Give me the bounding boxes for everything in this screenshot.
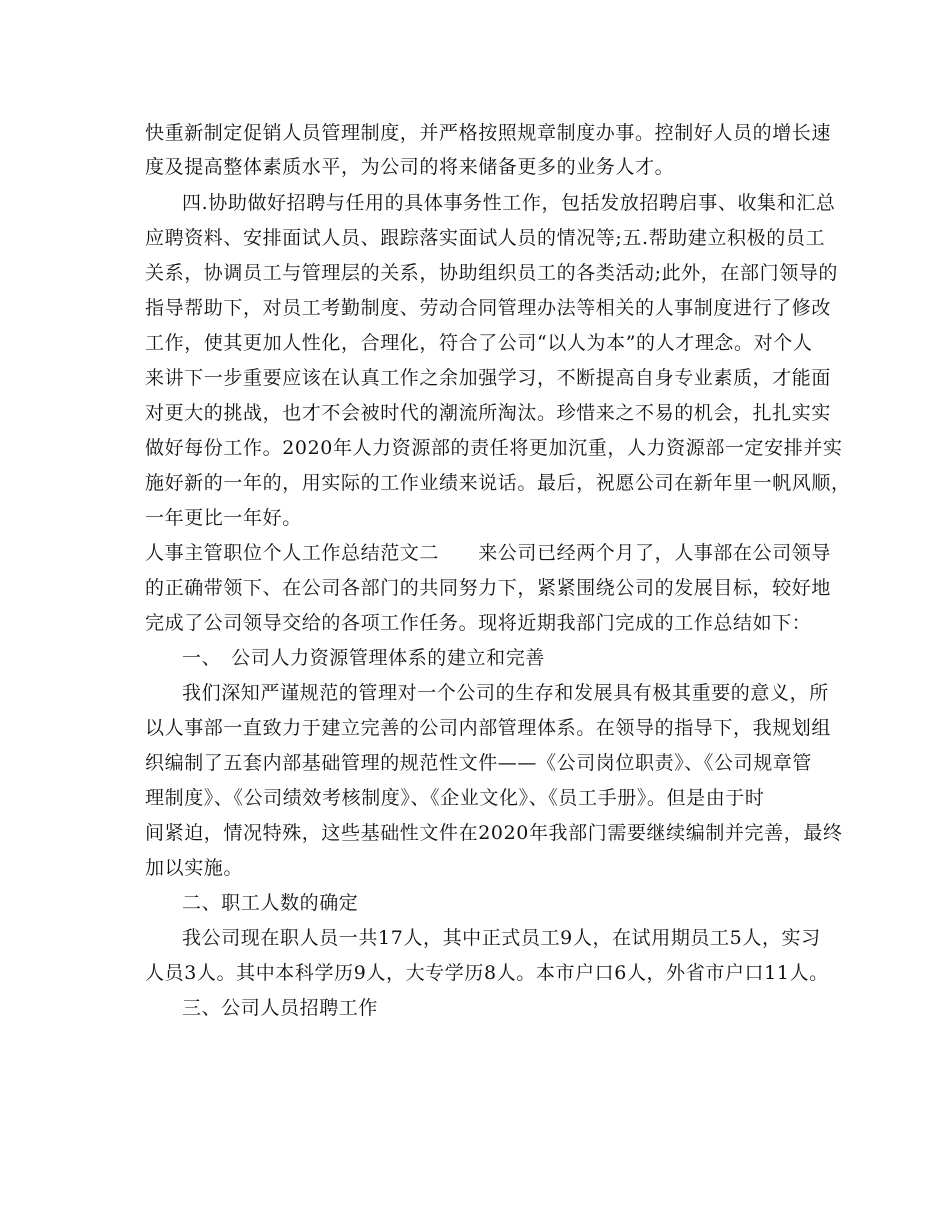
subheading: 一、 公司人力资源管理体系的建立和完善 [182, 647, 545, 669]
text-line: 理制度》、《公司绩效考核制度》、《企业文化》、《员工手册》。但是由于时 [145, 787, 765, 809]
text-line: 人员3人。其中本科学历9人，大专学历8人。本市户口6人，外省市户口11人。 [145, 962, 829, 984]
text-line: 应聘资料、安排面试人员、跟踪落实面试人员的情况等;五.帮助建立积极的员工 [145, 227, 826, 249]
text-line: 完成了公司领导交给的各项工作任务。现将近期我部门完成的工作总结如下： [145, 612, 812, 634]
text-line: 对更大的挑战，也才不会被时代的潮流所淘汰。珍惜来之不易的机会，扎扎实实 [145, 402, 832, 424]
subheading: 二、职工人数的确定 [182, 892, 359, 914]
text-line: 我们深知严谨规范的管理对一个公司的生存和发展具有极其重要的意义，所 [182, 682, 829, 704]
text-line: 工作，使其更加人性化，合理化，符合了公司“以人为本”的人才理念。对个人 [145, 332, 813, 354]
section-heading: 人事主管职位个人工作总结范文二 来公司已经两个月了，人事部在公司领导 [145, 542, 832, 564]
text-line: 我公司现在职人员一共17人，其中正式员工9人，在试用期员工5人，实习 [182, 927, 821, 949]
text-line: 指导帮助下，对员工考勤制度、劳动合同管理办法等相关的人事制度进行了修改 [145, 297, 832, 319]
subheading: 三、公司人员招聘工作 [182, 997, 379, 1019]
text-line: 的正确带领下、在公司各部门的共同努力下，紧紧围绕公司的发展目标，较好地 [145, 577, 832, 599]
text-line: 加以实施。 [145, 857, 244, 879]
text-line: 四.协助做好招聘与任用的具体事务性工作，包括发放招聘启事、收集和汇总 [182, 192, 836, 214]
text-line: 关系，协调员工与管理层的关系，协助组织员工的各类活动;此外，在部门领导的 [145, 262, 839, 284]
text-line: 做好每份工作。2020年人力资源部的责任将更加沉重，人力资源部一定安排并实 [145, 437, 843, 459]
text-line: 间紧迫，情况特殊，这些基础性文件在2020年我部门需要继续编制并完善，最终 [145, 822, 843, 844]
text-line: 来讲下一步重要应该在认真工作之余加强学习，不断提高自身专业素质，才能面 [145, 367, 832, 389]
text-line: 快重新制定促销人员管理制度，并严格按照规章制度办事。控制好人员的增长速 [145, 122, 832, 144]
text-line: 织编制了五套内部基础管理的规范性文件——《公司岗位职责》、《公司规章管 [145, 752, 813, 774]
text-line: 施好新的一年的，用实际的工作业绩来说话。最后，祝愿公司在新年里一帆风顺， [145, 472, 851, 494]
text-line: 以人事部一直致力于建立完善的公司内部管理体系。在领导的指导下，我规划组 [145, 717, 832, 739]
text-line: 度及提高整体素质水平，为公司的将来储备更多的业务人才。 [145, 156, 675, 178]
text-line: 一年更比一年好。 [145, 507, 302, 529]
